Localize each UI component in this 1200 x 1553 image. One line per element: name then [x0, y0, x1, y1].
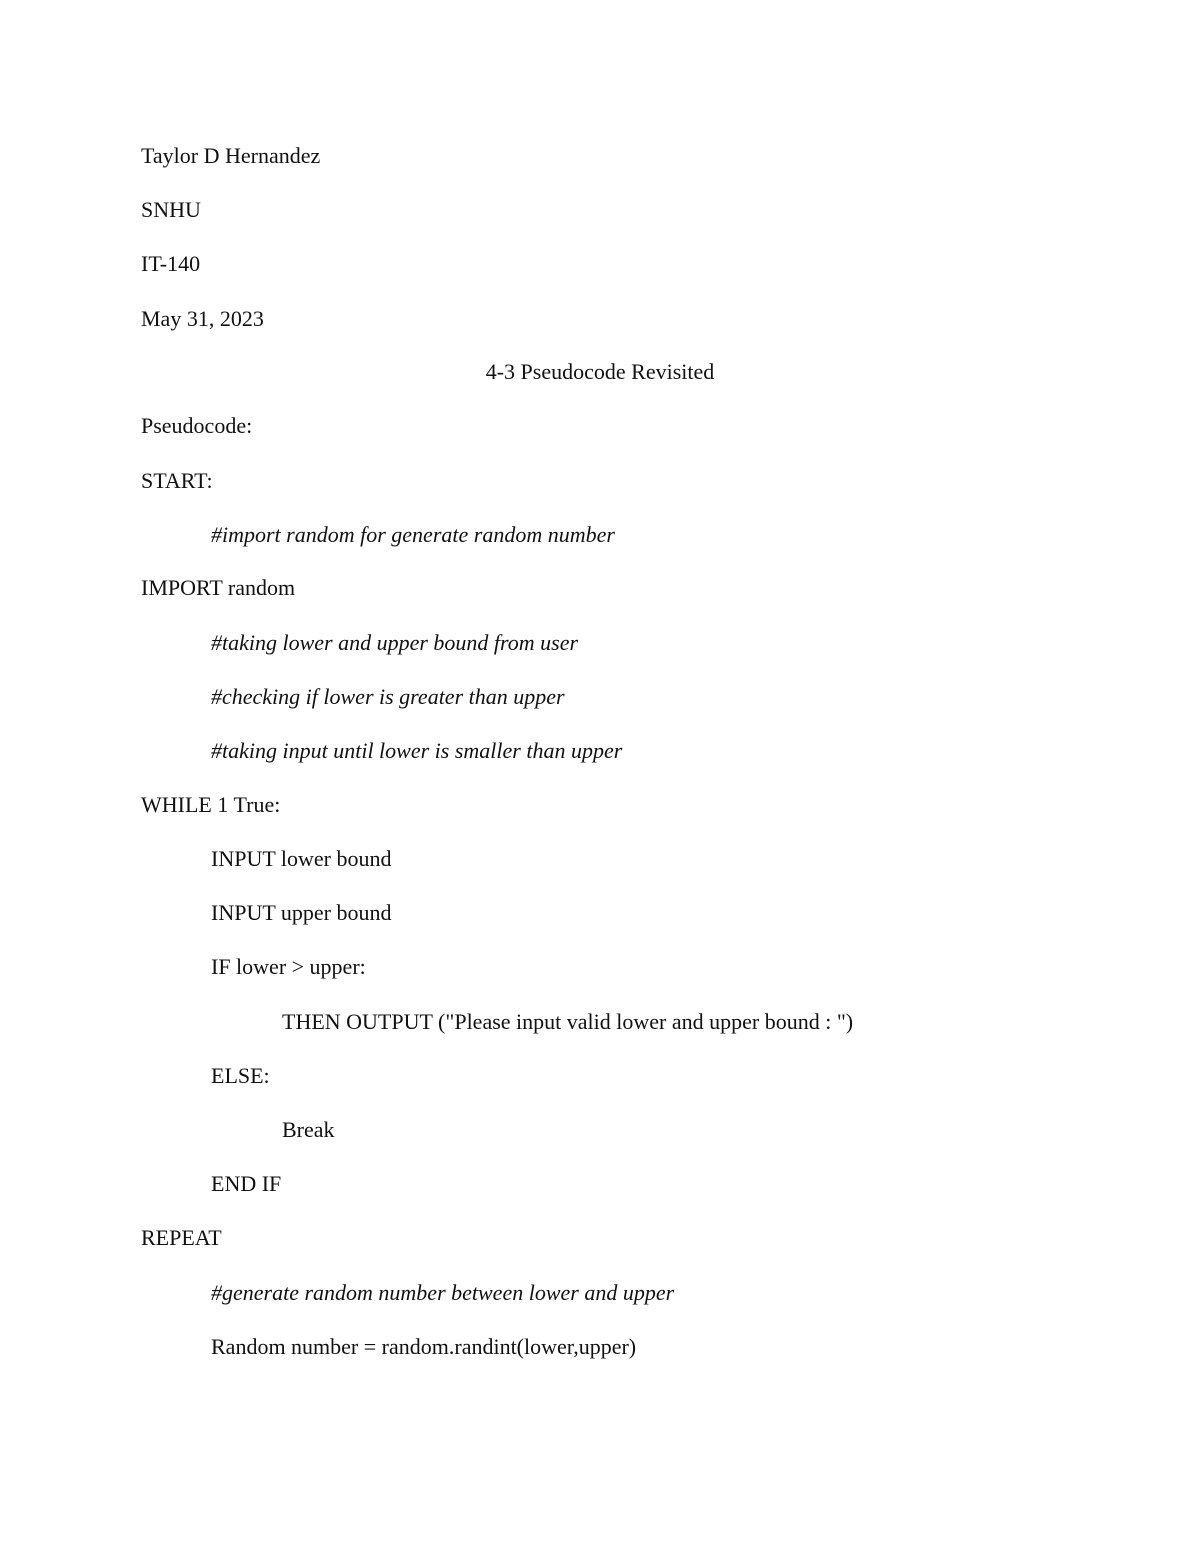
- code-line: IMPORT random: [141, 575, 296, 600]
- course-code: IT-140: [141, 251, 201, 276]
- code-line: REPEAT: [141, 1225, 222, 1250]
- code-line: END IF: [211, 1171, 282, 1196]
- code-comment: #checking if lower is greater than upper: [211, 684, 565, 709]
- code-line: Break: [282, 1117, 335, 1142]
- code-line: START:: [141, 468, 213, 493]
- code-comment: #taking lower and upper bound from user: [211, 630, 579, 655]
- code-comment: #taking input until lower is smaller than upper: [211, 738, 623, 763]
- code-line: Random number = random.randint(lower,upper): [211, 1334, 637, 1359]
- code-line: INPUT upper bound: [211, 900, 392, 925]
- document-date: May 31, 2023: [141, 306, 264, 331]
- code-comment: #generate random number between lower and upper: [211, 1280, 675, 1305]
- document-title: 4-3 Pseudocode Revisited: [485, 359, 715, 384]
- code-line: INPUT lower bound: [211, 846, 392, 871]
- code-line: WHILE 1 True:: [141, 792, 281, 817]
- code-line: IF lower > upper:: [211, 954, 366, 979]
- code-line: ELSE:: [211, 1063, 270, 1088]
- code-line: THEN OUTPUT ("Please input valid lower and upper bound : "): [282, 1009, 854, 1034]
- section-label: Pseudocode:: [141, 413, 253, 438]
- code-comment: #import random for generate random number: [211, 522, 615, 547]
- author-name: Taylor D Hernandez: [141, 143, 321, 168]
- school-name: SNHU: [141, 197, 201, 222]
